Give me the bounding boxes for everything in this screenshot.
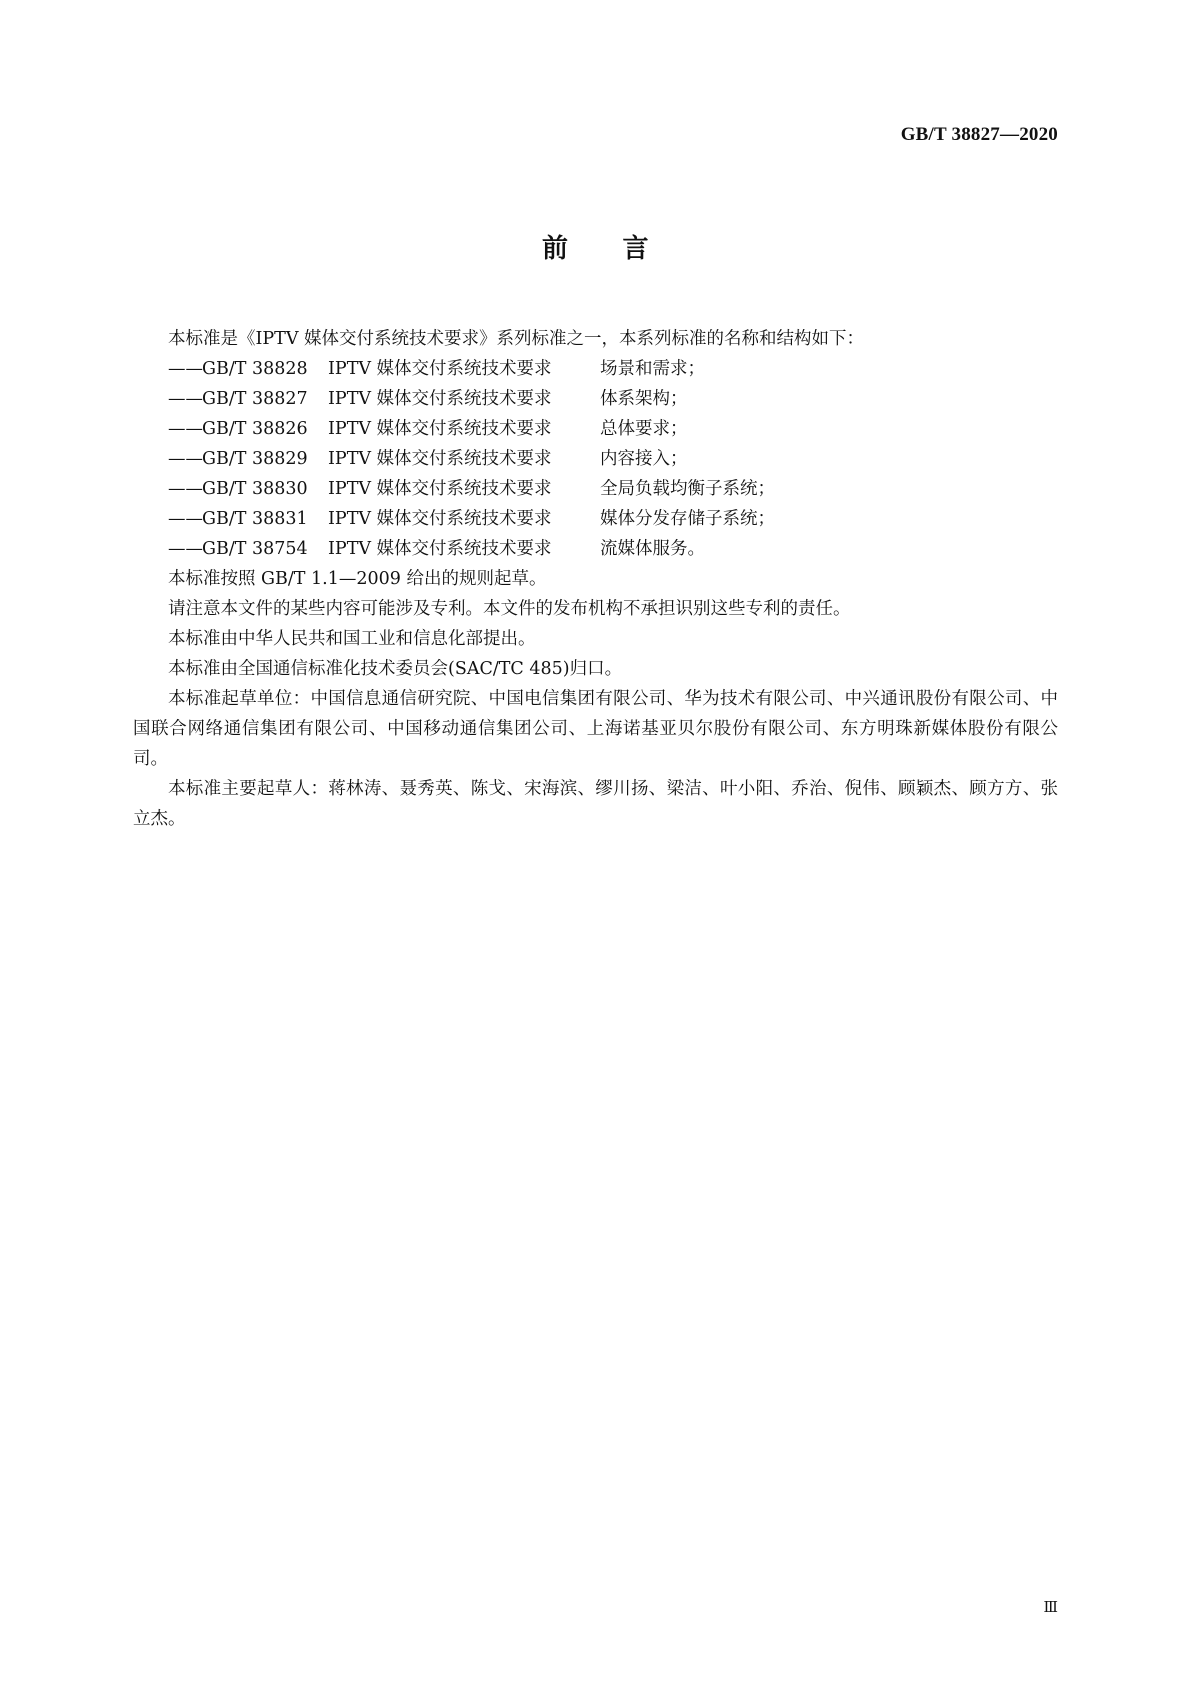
page-title	[0, 228, 1191, 265]
list-item	[133, 474, 1058, 504]
standard-number: GB/T 38829	[202, 449, 308, 469]
list-dash: ——	[168, 359, 203, 379]
series-title: IPTV 媒体交付系统技术要求	[328, 479, 552, 499]
foreword-body	[133, 324, 1058, 834]
title-char-2: 言	[622, 234, 650, 264]
list-item	[133, 444, 1058, 474]
series-title: IPTV 媒体交付系统技术要求	[328, 509, 552, 529]
series-title: IPTV 媒体交付系统技术要求	[328, 419, 552, 439]
series-title: IPTV 媒体交付系统技术要求	[328, 389, 552, 409]
series-title: IPTV 媒体交付系统技术要求	[328, 539, 552, 559]
list-dash: ——	[168, 539, 203, 559]
drafting-units-paragraph: 本标准起草单位：中国信息通信研究院、中国电信集团有限公司、华为技术有限公司、中兴通讯股份有限公司、中国联合网络通信集团有限公司、中国移动通信集团公司、上海诺基亚贝尔股份有限公司、东方明珠新媒体股份有限公司。	[133, 689, 1058, 769]
part-title: 总体要求；	[600, 419, 688, 439]
list-dash: ——	[168, 449, 203, 469]
standard-number: GB/T 38754	[202, 539, 308, 559]
part-title: 体系架构；	[600, 389, 688, 409]
standard-number: GB/T 38827	[202, 389, 308, 409]
standard-number: GB/T 38830	[202, 479, 308, 499]
part-title: 流媒体服务。	[600, 539, 705, 559]
title-char-1: 前	[541, 234, 569, 264]
intro-paragraph: 本标准是《IPTV 媒体交付系统技术要求》系列标准之一，本系列标准的名称和结构如下：	[168, 329, 865, 349]
series-title: IPTV 媒体交付系统技术要求	[328, 449, 552, 469]
administrator-paragraph: 本标准由全国通信标准化技术委员会(SAC/TC 485)归口。	[168, 659, 623, 679]
drafters-paragraph: 本标准主要起草人：蒋林涛、聂秀英、陈戈、宋海滨、缪川扬、梁洁、叶小阳、乔治、倪伟、顾颖杰、顾方方、张立杰。	[133, 779, 1058, 829]
standard-number: GB/T 38826	[202, 419, 308, 439]
standard-number: GB/T 38828	[202, 359, 308, 379]
list-item	[133, 384, 1058, 414]
list-item	[133, 354, 1058, 384]
standard-number: GB/T 38831	[202, 509, 308, 529]
list-dash: ——	[168, 479, 203, 499]
list-dash: ——	[168, 419, 203, 439]
part-title: 媒体分发存储子系统；	[600, 509, 775, 529]
list-dash: ——	[168, 509, 203, 529]
list-dash: ——	[168, 389, 203, 409]
standard-code-header: GB/T 38827—2020	[900, 124, 1058, 145]
page-number: Ⅲ	[1043, 1600, 1058, 1616]
part-title: 内容接入；	[600, 449, 688, 469]
part-title: 场景和需求；	[600, 359, 705, 379]
drafting-rules-paragraph: 本标准按照 GB/T 1.1—2009 给出的规则起草。	[168, 569, 547, 589]
part-title: 全局负载均衡子系统；	[600, 479, 775, 499]
series-title: IPTV 媒体交付系统技术要求	[328, 359, 552, 379]
patent-notice-paragraph: 请注意本文件的某些内容可能涉及专利。本文件的发布机构不承担识别这些专利的责任。	[168, 599, 851, 619]
list-item	[133, 534, 1058, 564]
list-item	[133, 504, 1058, 534]
list-item	[133, 414, 1058, 444]
series-list	[133, 354, 1058, 564]
proposer-paragraph: 本标准由中华人民共和国工业和信息化部提出。	[168, 629, 536, 649]
